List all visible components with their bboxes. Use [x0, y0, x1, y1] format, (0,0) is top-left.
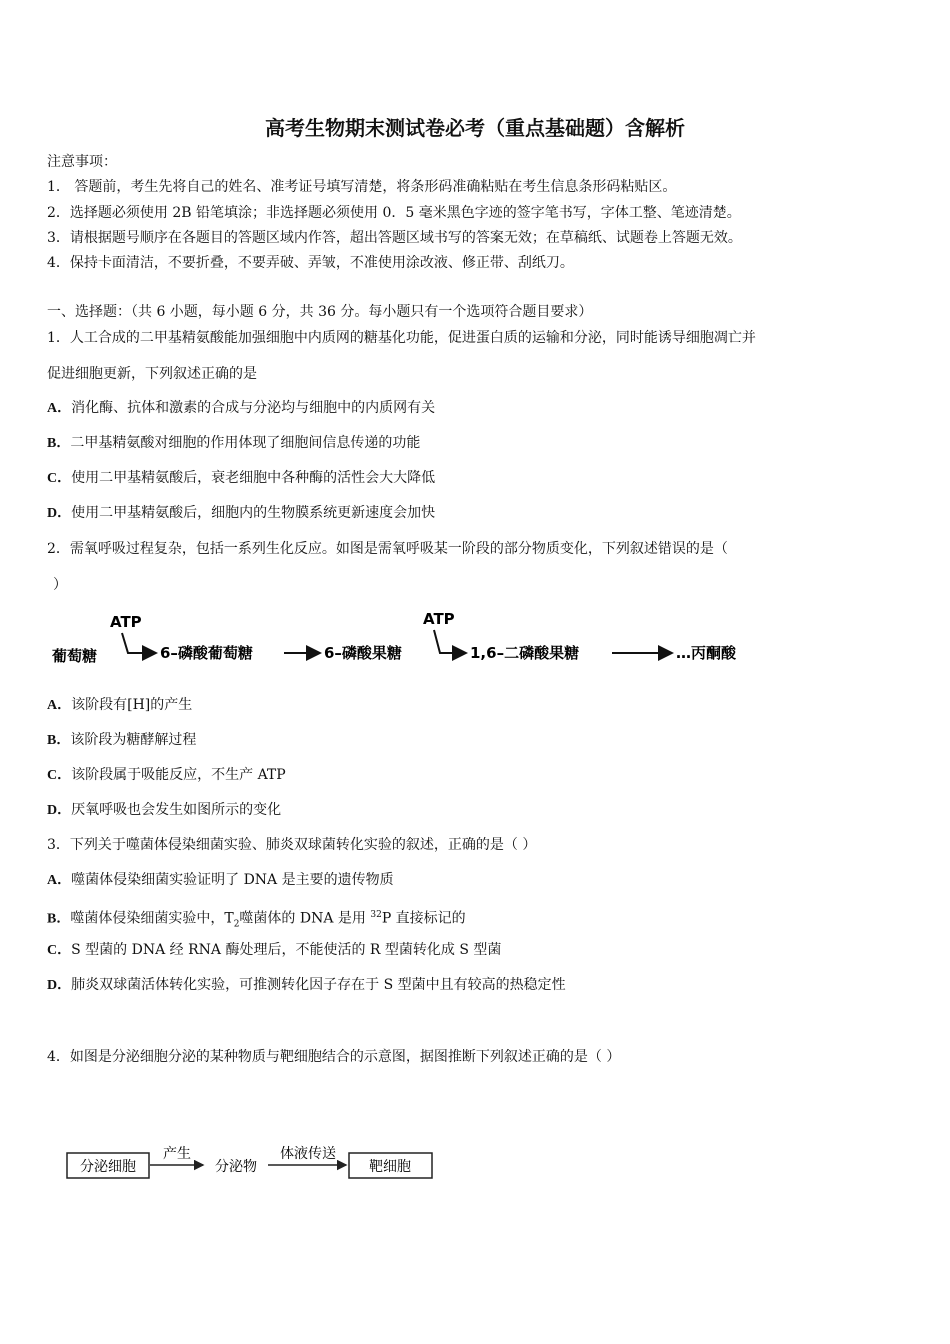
q2-option-b: B．该阶段为糖酵解过程	[47, 732, 197, 748]
g6p-label: 6–磷酸葡萄糖	[160, 644, 253, 662]
notice-item: 2．选择题必须使用 2B 铅笔填涂；非选择题必须使用 0．5 毫米黑色字迹的签字笔书写，字体工整、笔迹清楚。	[47, 205, 741, 221]
question-2-stem-cont: ）	[53, 577, 67, 593]
transport-label: 体液传送	[280, 1146, 336, 1162]
notice-item: 4．保持卡面清洁，不要折叠，不要弄破、弄皱，不准使用涂改液、修正带、刮纸刀。	[47, 255, 574, 271]
q3-option-b: B．噬菌体侵染细菌实验中，$T_2$噬菌体的 DNA 是用 $^{32}$P 直接标记的	[47, 910, 466, 930]
q3-option-a: A．噬菌体侵染细菌实验证明了 DNA 是主要的遗传物质	[47, 872, 394, 888]
notice-heading: 注意事项：	[47, 154, 117, 170]
arrow-icon	[434, 630, 466, 653]
notice-item: 3．请根据题号顺序在各题目的答题区域内作答，超出答题区域书写的答案无效；在草稿纸、试题卷上答题无效。	[47, 230, 742, 246]
q3-option-d: D．肺炎双球菌活体转化实验，可推测转化因子存在于 S 型菌中且有较高的热稳定性	[47, 977, 566, 993]
glucose-label: 葡萄糖	[52, 647, 98, 665]
glycolysis-diagram	[48, 603, 748, 675]
f6p-label: 6–磷酸果糖	[324, 644, 402, 662]
notice-item: 1． 答题前，考生先将自己的姓名、准考证号填写清楚，将条形码准确粘贴在考生信息条形码粘贴区。	[47, 179, 677, 195]
q2-option-c: C．该阶段属于吸能反应，不生产 ATP	[47, 767, 286, 783]
q3-option-c: C．S 型菌的 DNA 经 RNA 酶处理后，不能使活的 R 型菌转化成 S 型菌	[47, 942, 502, 958]
q1-option-d: D．使用二甲基精氨酸后，细胞内的生物膜系统更新速度会加快	[47, 505, 436, 521]
q1-option-b: B．二甲基精氨酸对细胞的作用体现了细胞间信息传递的功能	[47, 435, 421, 451]
q1-option-c: C．使用二甲基精氨酸后，衰老细胞中各种酶的活性会大大降低	[47, 470, 436, 486]
q1-option-a: A．消化酶、抗体和激素的合成与分泌均与细胞中的内质网有关	[47, 400, 436, 416]
question-2-stem: 2．需氧呼吸过程复杂，包括一系列生化反应。如图是需氧呼吸某一阶段的部分物质变化，下列叙述错误的是（	[47, 541, 728, 557]
f16bp-label: 1,6–二磷酸果糖	[470, 644, 580, 662]
question-1-stem: 1．人工合成的二甲基精氨酸能加强细胞中内质网的糖基化功能，促进蛋白质的运输和分泌，同时能诱导细胞凋亡并	[47, 330, 756, 346]
page-title: 高考生物期末测试卷必考（重点基础题）含解析	[265, 116, 685, 140]
secretory-cell-label: 分泌细胞	[80, 1159, 136, 1175]
secretion-diagram	[62, 1138, 442, 1184]
atp-label: ATP	[423, 610, 455, 628]
atp-label: ATP	[110, 613, 142, 631]
section-heading: 一、选择题：（共 6 小题，每小题 6 分，共 36 分。每小题只有一个选项符合题目要求）	[47, 304, 593, 320]
q2-option-a: A．该阶段有[H]的产生	[47, 697, 193, 713]
question-4-stem: 4．如图是分泌细胞分泌的某种物质与靶细胞结合的示意图，据图推断下列叙述正确的是（ ）	[47, 1049, 621, 1065]
q2-option-d: D．厌氧呼吸也会发生如图所示的变化	[47, 802, 282, 818]
pyruvate-label: …丙酮酸	[676, 644, 737, 662]
question-1-stem-cont: 促进细胞更新，下列叙述正确的是	[47, 366, 257, 382]
produce-label: 产生	[163, 1146, 191, 1162]
secretion-label: 分泌物	[215, 1159, 257, 1175]
target-cell-label: 靶细胞	[369, 1159, 411, 1175]
question-3-stem: 3．下列关于噬菌体侵染细菌实验、肺炎双球菌转化实验的叙述，正确的是（ ）	[47, 837, 537, 853]
arrow-icon	[122, 633, 156, 653]
